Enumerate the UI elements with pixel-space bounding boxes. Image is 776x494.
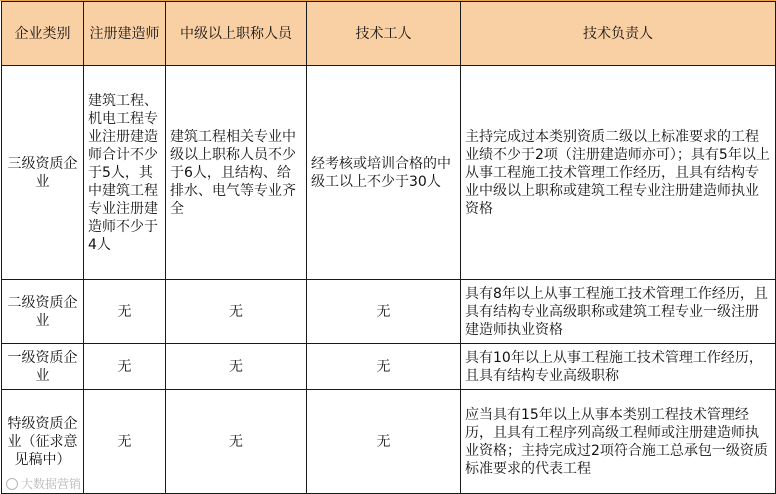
cell-engineer: 无 <box>84 390 166 494</box>
qualification-table <box>1 1 776 494</box>
cell-workers: 无 <box>307 280 461 344</box>
cell-tech-lead: 主持完成过本类别资质二级以上标准要求的工程业绩不少于2项（注册建造师亦可）；具有5年以上从事工程施工技术管理工作经历，且具有结构专业中级以上职称或建筑工程专业注册建造师执业资格 <box>461 66 776 280</box>
cell-category: 三级资质企业 <box>2 66 84 280</box>
cell-titled-staff: 无 <box>166 280 307 344</box>
cell-titled-staff: 建筑工程相关专业中级以上职称人员不少于6人，且结构、给排水、电气等专业齐全 <box>166 66 307 280</box>
cell-workers: 无 <box>307 344 461 390</box>
cell-titled-staff: 无 <box>166 390 307 494</box>
cell-tech-lead: 具有10年以上从事工程施工技术管理工作经历，且具有结构专业高级职称 <box>461 344 776 390</box>
table-row <box>2 66 776 280</box>
cell-engineer: 无 <box>84 344 166 390</box>
cell-workers: 无 <box>307 390 461 494</box>
table-row <box>2 344 776 390</box>
cell-tech-lead: 具有8年以上从事工程施工技术管理工作经历，且具有结构专业高级职称或建筑工程专业一级注册建造师执业资格 <box>461 280 776 344</box>
table-row <box>2 390 776 494</box>
cell-category: 特级资质企业（征求意见稿中） <box>2 390 84 494</box>
header-workers: 技术工人 <box>307 2 461 66</box>
cell-category: 二级资质企业 <box>2 280 84 344</box>
cell-workers: 经考核或培训合格的中级工以上不少于30人 <box>307 66 461 280</box>
cell-engineer: 建筑工程、机电工程专业注册建造师合计不少于5人，其中建筑工程专业注册建造师不少于4人 <box>84 66 166 280</box>
cell-category: 一级资质企业 <box>2 344 84 390</box>
header-titled-staff: 中级以上职称人员 <box>166 2 307 66</box>
header-tech-lead: 技术负责人 <box>461 2 776 66</box>
header-engineer: 注册建造师 <box>84 2 166 66</box>
watermark-text: 大数据营销 <box>21 477 82 491</box>
header-category: 企业类别 <box>2 2 84 66</box>
table-row <box>2 280 776 344</box>
cell-titled-staff: 无 <box>166 344 307 390</box>
cell-tech-lead: 应当具有15年以上从事本类别工程技术管理经历，且具有工程序列高级工程师或注册建造师执业资格；主持完成过2项符合施工总承包一级资质标准要求的代表工程 <box>461 390 776 494</box>
watermark <box>6 475 81 492</box>
header-row <box>2 2 776 66</box>
watermark-logo-icon <box>6 478 18 490</box>
cell-engineer: 无 <box>84 280 166 344</box>
